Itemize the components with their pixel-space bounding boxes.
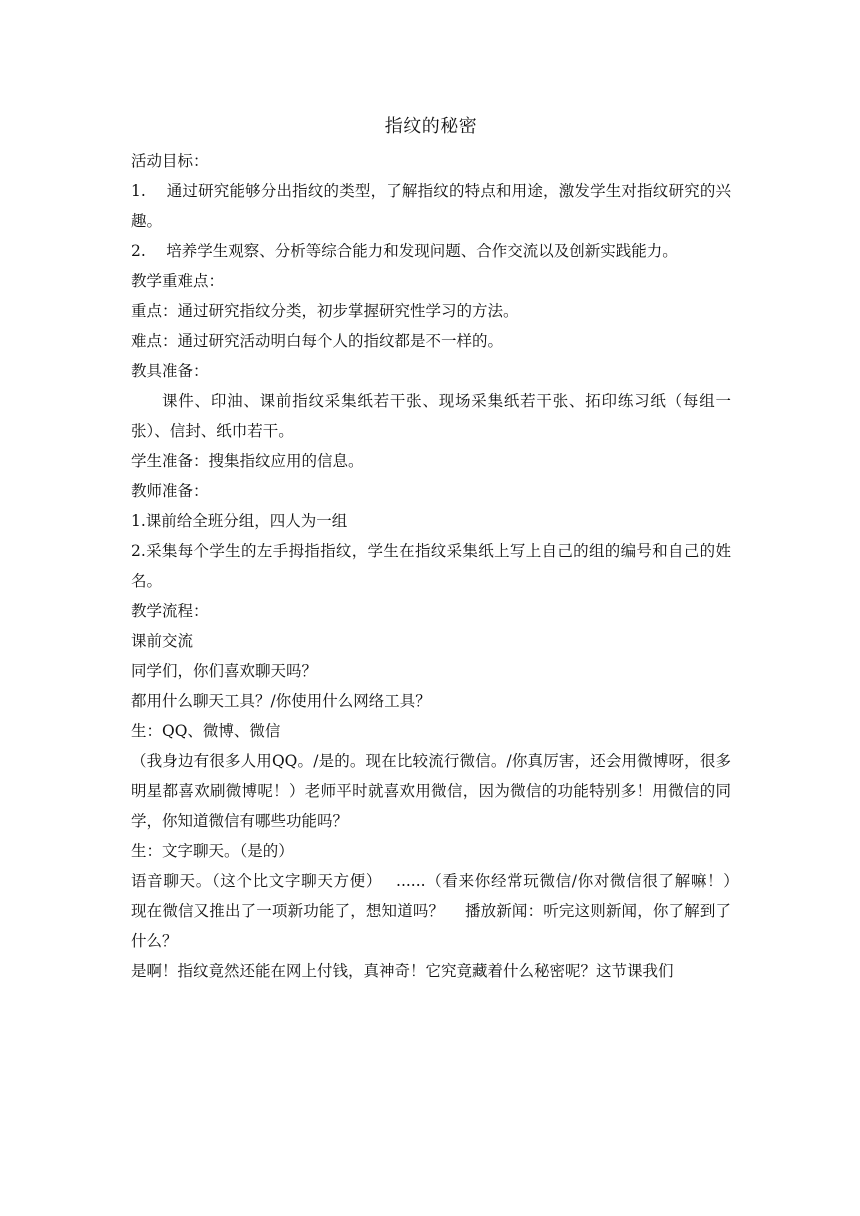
paragraph-goal-1: 1. 通过研究能够分出指纹的类型，了解指纹的特点和用途，激发学生对指纹研究的兴趣。 <box>131 182 731 230</box>
paragraph-teacher-preparation-heading: 教师准备： <box>131 482 209 500</box>
paragraph-dialogue-3: 生：QQ、微博、微信 <box>131 722 281 740</box>
paragraph-activity-goals-heading: 活动目标： <box>131 152 209 170</box>
paragraph-teacher-preparation-2: 2.采集每个学生的左手拇指指纹，学生在指纹采集纸上写上自己的组的编号和自己的姓名。 <box>131 542 731 590</box>
paragraph-teaching-aids-heading: 教具准备： <box>131 362 209 380</box>
paragraph-key-point: 重点：通过研究指纹分类，初步掌握研究性学习的方法。 <box>131 302 519 320</box>
document-page <box>131 112 752 986</box>
paragraph-teaching-aids: 课件、印油、课前指纹采集纸若干张、现场采集纸若干张、拓印练习纸（每组一张）、信封、纸巾若干。 <box>131 392 731 440</box>
paragraph-student-preparation: 学生准备：搜集指纹应用的信息。 <box>131 452 364 470</box>
paragraph-pre-class-exchange: 课前交流 <box>131 632 194 650</box>
paragraph-goal-2: 2. 培养学生观察、分析等综合能力和发现问题、合作交流以及创新实践能力。 <box>131 242 678 260</box>
document-title: 指纹的秘密 <box>384 116 478 137</box>
paragraph-dialogue-2: 都用什么聊天工具？/你使用什么网络工具？ <box>131 692 431 710</box>
paragraph-teacher-preparation-1: 1.课前给全班分组，四人为一组 <box>131 512 348 530</box>
paragraph-dialogue-4: （我身边有很多人用QQ。/是的。现在比较流行微信。/你真厉害，还会用微博呀，很多明星都喜欢刷微博呢！）老师平时就喜欢用微信，因为微信的功能特别多！用微信的同学，你知道微信有哪些功能吗？ <box>131 752 731 830</box>
paragraph-difficult-point: 难点：通过研究活动明白每个人的指纹都是不一样的。 <box>131 332 504 350</box>
paragraph-dialogue-5: 生：文字聊天。（是的） <box>131 842 294 860</box>
paragraph-teaching-process-heading: 教学流程： <box>131 602 209 620</box>
paragraph-dialogue-6: 语音聊天。（这个比文字聊天方便） ......（看来你经常玩微信/你对微信很了解嘛！） 现在微信又推出了一项新功能了，想知道吗？ 播放新闻：听完这则新闻，你了解到了什么？ <box>131 872 752 950</box>
paragraph-dialogue-1: 同学们，你们喜欢聊天吗？ <box>131 662 318 680</box>
paragraph-dialogue-7: 是啊！指纹竟然还能在网上付钱，真神奇！它究竟藏着什么秘密呢？这节课我们 <box>131 962 674 980</box>
paragraph-key-points-heading: 教学重难点： <box>131 272 225 290</box>
